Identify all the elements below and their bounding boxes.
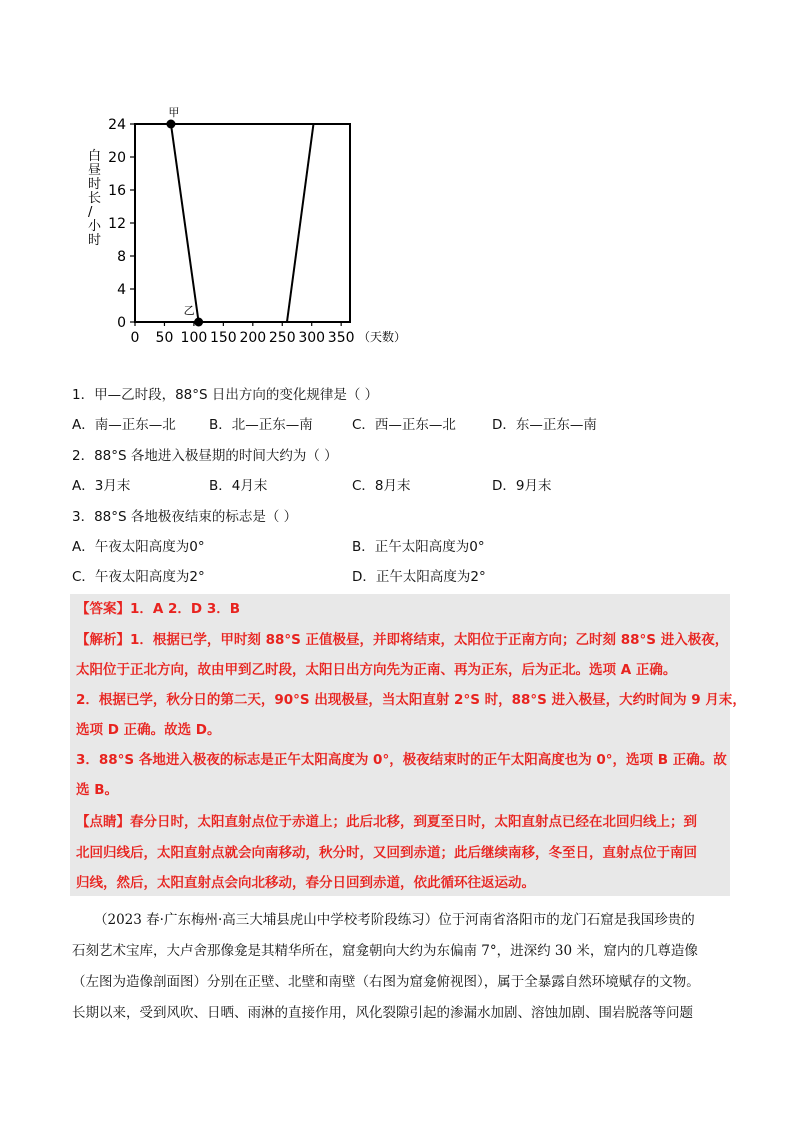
series-line [287,124,314,322]
analysis-line: 3．88°S 各地进入极夜的标志是正午太阳高度为 0°，极夜结束时的正午太阳高度也为 0°，选项 B 正确。故 [76,752,727,768]
q2-option-a: A．3月末 [72,478,131,494]
y-axis-label-char: 白 [88,149,102,164]
series-line [171,124,199,322]
question-1: 1．甲—乙时段，88°S 日出方向的变化规律是（ ） [72,387,379,403]
y-axis-label [88,149,102,248]
x-tick-label: 350 [327,330,355,346]
question-3: 3．88°S 各地极夜结束的标志是（ ） [72,509,298,525]
tip-line: 【点睛】春分日时，太阳直射点位于赤道上；此后北移，到夏至日时，太阳直射点已经在北回归线上；到 [76,814,697,830]
q1-option-a: A．南—正东—北 [72,417,176,433]
y-tick-label: 24 [108,117,126,133]
daylight-chart [80,100,420,350]
q1-option-d: D．东—正东—南 [492,417,597,433]
y-axis-label-char: 时 [88,233,102,248]
x-tick-label: 50 [155,330,174,346]
plot-frame [135,124,350,322]
passage-line: 石刻艺术宝库，大卢舍那像龛是其精华所在，窟龛朝向大约为东偏南 7°，进深约 30 米，窟内的几尊造像 [72,943,698,959]
analysis-line: 太阳位于正北方向，故由甲到乙时段，太阳日出方向先为正南、再为正东，后为正北。选项 A 正确。 [76,662,677,678]
x-axis-unit: （天数） [358,330,407,344]
q1-option-b: B．北—正东—南 [209,417,313,433]
analysis-line: 选 B。 [76,782,118,798]
y-tick-label: 16 [108,183,126,199]
answer-line: 【答案】1．A 2．D 3．B [76,601,241,617]
passage-line: 长期以来，受到风吹、日晒、雨淋的直接作用，风化裂隙引起的渗漏水加剧、溶蚀加剧、围岩脱落等问题 [72,1005,693,1021]
analysis-line: 选项 D 正确。故选 D。 [76,722,221,738]
x-tick-label: 150 [209,330,237,346]
y-axis-label-char: / [88,205,93,220]
y-axis-label-char: 时 [88,177,102,192]
y-tick-label: 12 [108,216,126,232]
x-tick-label: 250 [268,330,296,346]
analysis-line: 【解析】1．根据已学，甲时刻 88°S 正值极昼，并即将结束，太阳位于正南方向；乙时刻 88°S 进入极夜， [76,632,729,648]
point-label: 甲 [168,106,180,119]
y-tick-label: 20 [108,150,126,166]
q2-option-b: B．4月末 [209,478,268,494]
q2-option-d: D．9月末 [492,478,552,494]
point-marker [194,318,203,327]
tip-line: 北回归线后，太阳直射点就会向南移动，秋分时，又回到赤道；此后继续南移，冬至日，直射点位于南回 [76,845,697,861]
q2-option-c: C．8月末 [352,478,411,494]
tip-line: 归线，然后，太阳直射点会向北移动，春分日回到赤道，依此循环往返运动。 [76,875,535,891]
q3-option-c: C．午夜太阳高度为2° [72,569,205,585]
point-marker [166,120,175,129]
passage-line: （2023 春·广东梅州·高三大埔县虎山中学校考阶段练习）位于河南省洛阳市的龙门石窟是我国珍贵的 [94,912,695,928]
q3-option-b: B．正午太阳高度为0° [352,539,485,555]
analysis-line: 2．根据已学，秋分日的第二天，90°S 出现极昼，当太阳直射 2°S 时，88°S 进入极昼，大约时间为 9 月末， [76,692,746,708]
y-tick-label: 4 [117,282,126,298]
passage-line: （左图为造像剖面图）分别在正壁、北壁和南壁（右图为窟龛俯视图），属于全暴露自然环境赋存的文物。 [72,974,700,990]
question-2: 2．88°S 各地进入极昼期的时间大约为（ ） [72,448,338,464]
y-tick-label: 0 [117,315,126,331]
x-tick-label: 300 [298,330,326,346]
x-tick-label: 200 [239,330,267,346]
point-label: 乙 [183,304,195,317]
q3-option-d: D．正午太阳高度为2° [352,569,486,585]
y-axis-label-char: 长 [88,191,102,206]
x-tick-label: 100 [180,330,208,346]
y-axis-label-char: 小 [88,219,102,234]
x-tick-label: 0 [130,330,140,346]
y-tick-label: 8 [117,249,126,265]
q3-option-a: A．午夜太阳高度为0° [72,539,205,555]
q1-option-c: C．西—正东—北 [352,417,456,433]
y-axis-label-char: 昼 [88,163,102,178]
